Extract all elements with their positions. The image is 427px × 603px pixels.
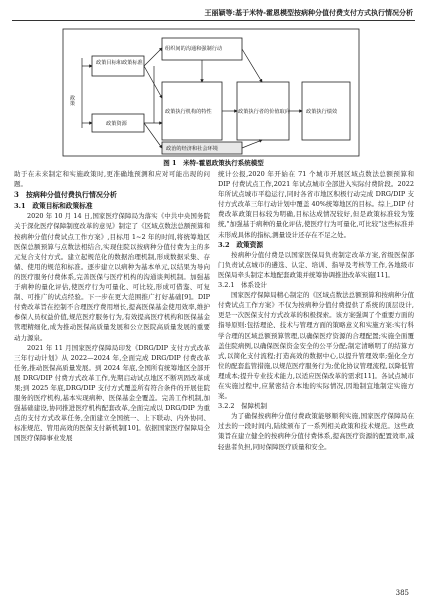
right-column: [218, 169, 414, 452]
subsection-heading-3-1: 3.1 政策目标和政策标准: [14, 202, 93, 211]
section-heading-3: 3 按病种分值付费执行情况分析: [14, 190, 117, 200]
left-column: [14, 169, 210, 444]
policy-label: 政策: [69, 95, 75, 106]
paragraph-policy-goal: 2020 年 10 月 14 日,国家医疗保障局为落实《中共中央国务院关于深化医疗保障制度改革的意见》制定了《区域点数法总额预算和按病种分值付费试点工作方案》,目标用 1~2 年的时间,将统筹地区医保总额预算与点数法相结合,实现住院以按病种分值付费为主的多元复合支付方式。建立起规范化的数据治理机制,形成数据采集、存储、使用的规范和标准。逐步建立以病种为基本单元,以结果为导向的医疗服务付费体系,完善医保与医疗机构的沟通谈判机制。加强基于病种的量化评估,使医疗行为可量化、可比较,形成可借鉴、可复制、可推广的试点经验。下一步在更大范围推广打好基础[9]。DIP 付费改革旨在控制不合理医疗费用增长,提高医保基金使用效率,维护参保人员权益价值,规范医疗服务行为,有效提高医疗机构和医保基金管理精细化,成为推动医保高质量发展和公立医院高质量发展的重要动力源泉。: [14, 212, 210, 342]
paragraph-guarantee: 为了确保按病种分值付费政策能够顺利实施,国家医疗保障局在过去的一段时间内,陆续颁布了一系列相关政策和技术规范。这些政策旨在建立健全的按病种分值付费体系,提高医疗资源的配置效率,减轻患者负担,同时保障医疗质量和安全。: [218, 412, 414, 451]
subsection-heading-3-2-1: 3.2.1 体系设计: [218, 281, 268, 290]
figure-caption: 图 1 米特-霍恩政策执行系统模型: [163, 159, 264, 167]
agency-traits-box: 政策执行机构的特性: [165, 109, 212, 115]
page-number: 385: [395, 589, 409, 597]
performance-box: 政策执行绩效: [306, 109, 338, 115]
subsection-heading-3-2: 3.2 政策资源: [218, 240, 264, 249]
executor-box: 政策执行者的价值取向: [238, 109, 290, 115]
figure-1: [62, 28, 362, 158]
header-rule: [12, 20, 415, 21]
goal-standard-box: 政策目标和政策标准: [96, 60, 143, 66]
paragraph-resources: 按病种分值付费是以国家医保局负责制定改革方案,省级医保部门负责试点城市的遴选、认定、培训、指导及考核等工作,各地级市医保局牵头制定本地配套政策并统筹协调推进改革实施[11]。: [218, 250, 414, 279]
subsection-heading-3-2-2: 3.2.2 保障机制: [218, 402, 268, 411]
intro-paragraph: 助于在未来制定和实施政策时,更准确地预测和应对可能出现的问题。: [14, 170, 210, 189]
inter-org-box: 组织间的沟通和强制行动: [165, 46, 223, 52]
mitter-horn-diagram: [62, 28, 362, 158]
environment-box: 政治的经济和社会环境: [166, 146, 218, 152]
paragraph-statistics: 统计公报,2020 年开始在 71 个城市开展区域点数法总额预算和 DIP 付费试点工作,2021 年试点城市全部进入实际付费阶段。2022 年所试点城市平稳运行,同时各省市地区积极行动完成 DRG/DIP 支付方式改革三年行动计划中覆盖 40%统筹地区的目标。综上,DIP 付费改革政策目标较为明确,目标达成情况较好,但是政策标准较为笼统,"加强基于病种的量化评估,使医疗行为可量化,可比较"这些标准并未形成具体的指标,测量设计还存在不足之处。: [218, 170, 414, 239]
resources-box: 政策资源: [106, 121, 127, 127]
paragraph-action-plan: 2021 年 11 月国家医疗保障局印发《DRG/DIP 支付方式改革三年行动计划》从 2022—2024 年,全面完成 DRG/DIP 付费改革任务,推动医保高质量发展。到 2024 年底,全国所有统筹地区全部开展 DRG/DIP 付费方式改革工作,先期启动试点地区不断巩固改革成果;到 2025 年底,DRG/DIP 支付方式覆盖所有符合条件的开展住院服务的医疗机构,基本实现病种、医保基金全覆盖。完善工作机制,加强基础建设,协同推进医疗机构配套改革,全面完成以 DRG/DIP 为重点的支付方式改革任务,全面建立全国统一、上下联动、内外协同、标准规范、管用高效的医保支付新机制[10]。依据国家医疗保障局全国医疗保障事业发展: [14, 343, 210, 443]
paragraph-system-design: 国家医疗保障局精心制定的《区域点数法总额预算和按病种分值付费试点工作方案》不仅为按病种分值付费提供了系统的顶层设计,更是一次医保支付方式改革的积极探索。该方案强调了个重要方面的指导原则:包括理论、技术与管理方面的策略意义和实施方案:实行科学合理的区域总额预算管理,以确保医疗资源的合理配置;实施全面覆盖住院病例,以确保医保资金安全的公平分配;制定清晰明了的结算方式,以简化支付流程;打造高效的数据中心,以提升管理效率;强化全方位的配套监管措施,以规范医疗服务行为;优化协议管理流程,以降低管理成本;提升专业技术能力,以适应医保改革的需求[11]。各试点城市在实施过程中,应紧密结合本地的实际情况,因地制宜地制定实施方案。: [218, 291, 414, 401]
running-head: 王丽颖等:基于米特-霍恩模型按病种分值付费支付方式执行情况分析: [204, 8, 413, 17]
